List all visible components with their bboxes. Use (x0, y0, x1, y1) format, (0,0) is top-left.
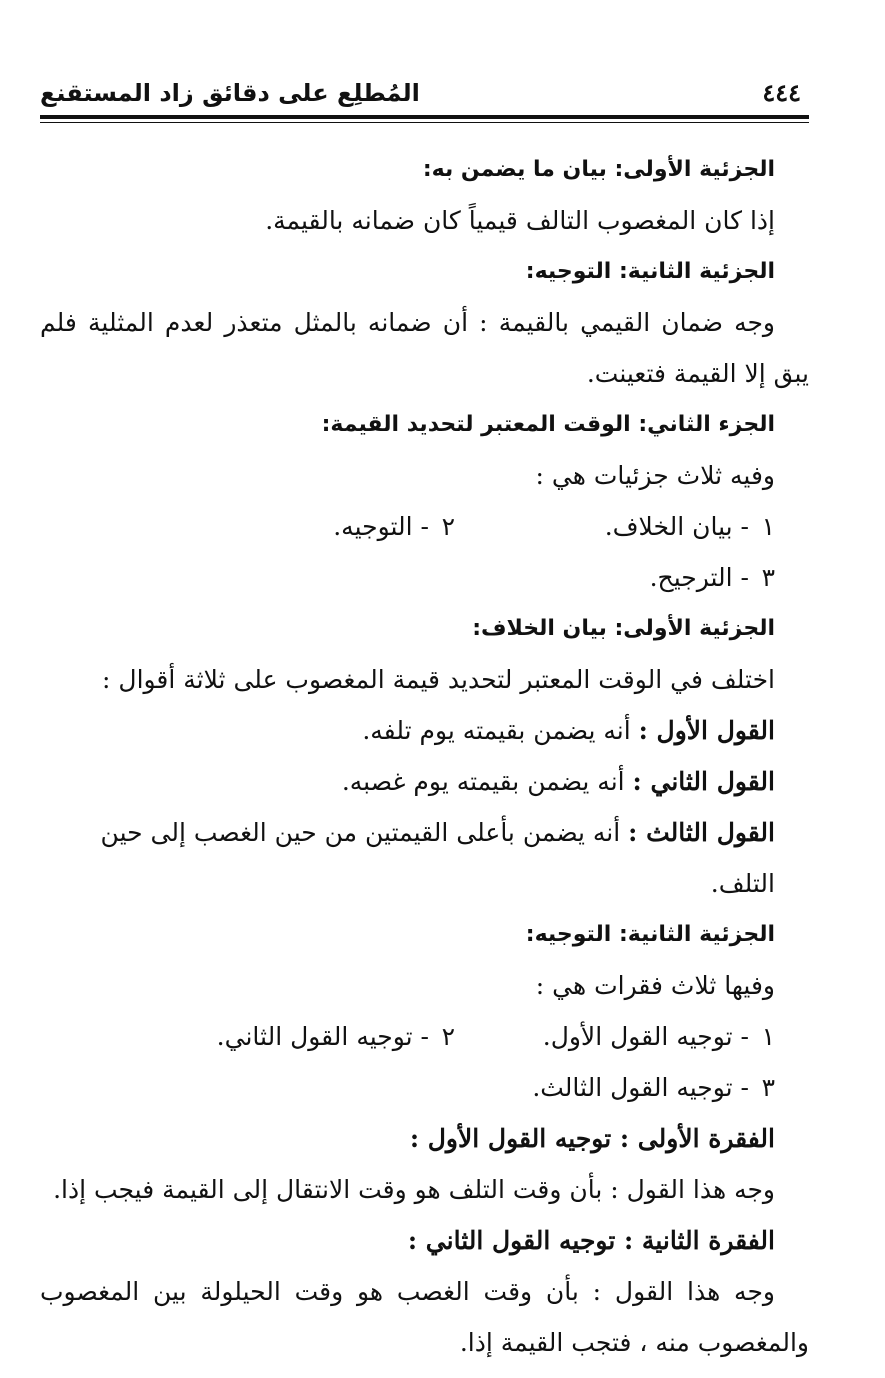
section-heading: الجزئية الثانية: التوجيه: (525, 259, 775, 284)
list-item-text: - توجيه القول الأول. (542, 1022, 749, 1051)
paragraph: وفيه ثلاث جزئيات هي : (535, 461, 775, 490)
section-heading: الجزء الثاني: الوقت المعتبر لتحديد القيمة: (321, 412, 775, 437)
list-row (40, 1011, 809, 1062)
opinion-label: القول الأول : (638, 716, 775, 745)
list-item-text: - الترجيح. (649, 563, 749, 592)
list-row (40, 552, 809, 603)
section-heading: الجزئية الثانية: التوجيه: (525, 922, 775, 947)
opinion-text: أنه يضمن بأعلى القيمتين من حين الغصب إلى حين التلف. (100, 818, 775, 898)
list-item (95, 1011, 455, 1062)
paragraph-heading: الفقرة الأولى : توجيه القول الأول : (409, 1124, 775, 1153)
list-item-text: - توجيه القول الثالث. (532, 1073, 749, 1102)
list-item (455, 552, 775, 603)
list-row (40, 1062, 809, 1113)
paragraph: وجه ضمان القيمي بالقيمة : أن ضمانه بالمثل متعذر لعدم المثلية فلم يبق إلا القيمة فتعينت. (40, 308, 809, 388)
page-body (40, 144, 809, 1368)
page-header (40, 72, 801, 112)
list-number: ٣ (761, 1073, 775, 1102)
list-item (455, 501, 775, 552)
list-number: ٢ (441, 1022, 455, 1051)
list-item-text: - بيان الخلاف. (604, 512, 749, 541)
opinion-label: القول الثالث : (628, 818, 775, 847)
section-heading: الجزئية الأولى: بيان ما يضمن به: (422, 157, 775, 182)
opinion-text: أنه يضمن بقيمته يوم تلفه. (362, 716, 639, 745)
list-item-text: - توجيه القول الثاني. (216, 1022, 429, 1051)
opinion-text: أنه يضمن بقيمته يوم غصبه. (341, 767, 633, 796)
opinion-line (40, 705, 809, 756)
list-item (95, 501, 455, 552)
list-item (455, 1062, 775, 1113)
page-number: ٤٤٤ (762, 78, 801, 107)
opinion-line (40, 807, 809, 909)
opinion-line (40, 756, 809, 807)
list-item-text: - التوجيه. (333, 512, 429, 541)
running-title: المُطلِع على دقائق زاد المستقنع (40, 79, 420, 107)
list-number: ٢ (441, 512, 455, 541)
list-number: ١ (761, 1022, 775, 1051)
list-number: ٣ (761, 563, 775, 592)
paragraph-heading: الفقرة الثانية : توجيه القول الثاني : (407, 1226, 775, 1255)
list-item (455, 1011, 775, 1062)
paragraph: إذا كان المغصوب التالف قيمياً كان ضمانه بالقيمة. (265, 206, 775, 235)
paragraph: وفيها ثلاث فقرات هي : (535, 971, 775, 1000)
header-rule-thin (40, 122, 809, 123)
section-heading: الجزئية الأولى: بيان الخلاف: (472, 616, 775, 641)
paragraph: وجه هذا القول : بأن وقت الغصب هو وقت الحيلولة بين المغصوب والمغصوب منه ، فتجب القيمة إذا. (40, 1277, 809, 1357)
list-number: ١ (761, 512, 775, 541)
paragraph: اختلف في الوقت المعتبر لتحديد قيمة المغصوب على ثلاثة أقوال : (102, 665, 775, 694)
header-rule-thick (40, 115, 809, 119)
opinion-label: القول الثاني : (632, 767, 775, 796)
paragraph: وجه هذا القول : بأن وقت التلف هو وقت الانتقال إلى القيمة فيجب إذا. (53, 1175, 775, 1204)
list-row (40, 501, 809, 552)
